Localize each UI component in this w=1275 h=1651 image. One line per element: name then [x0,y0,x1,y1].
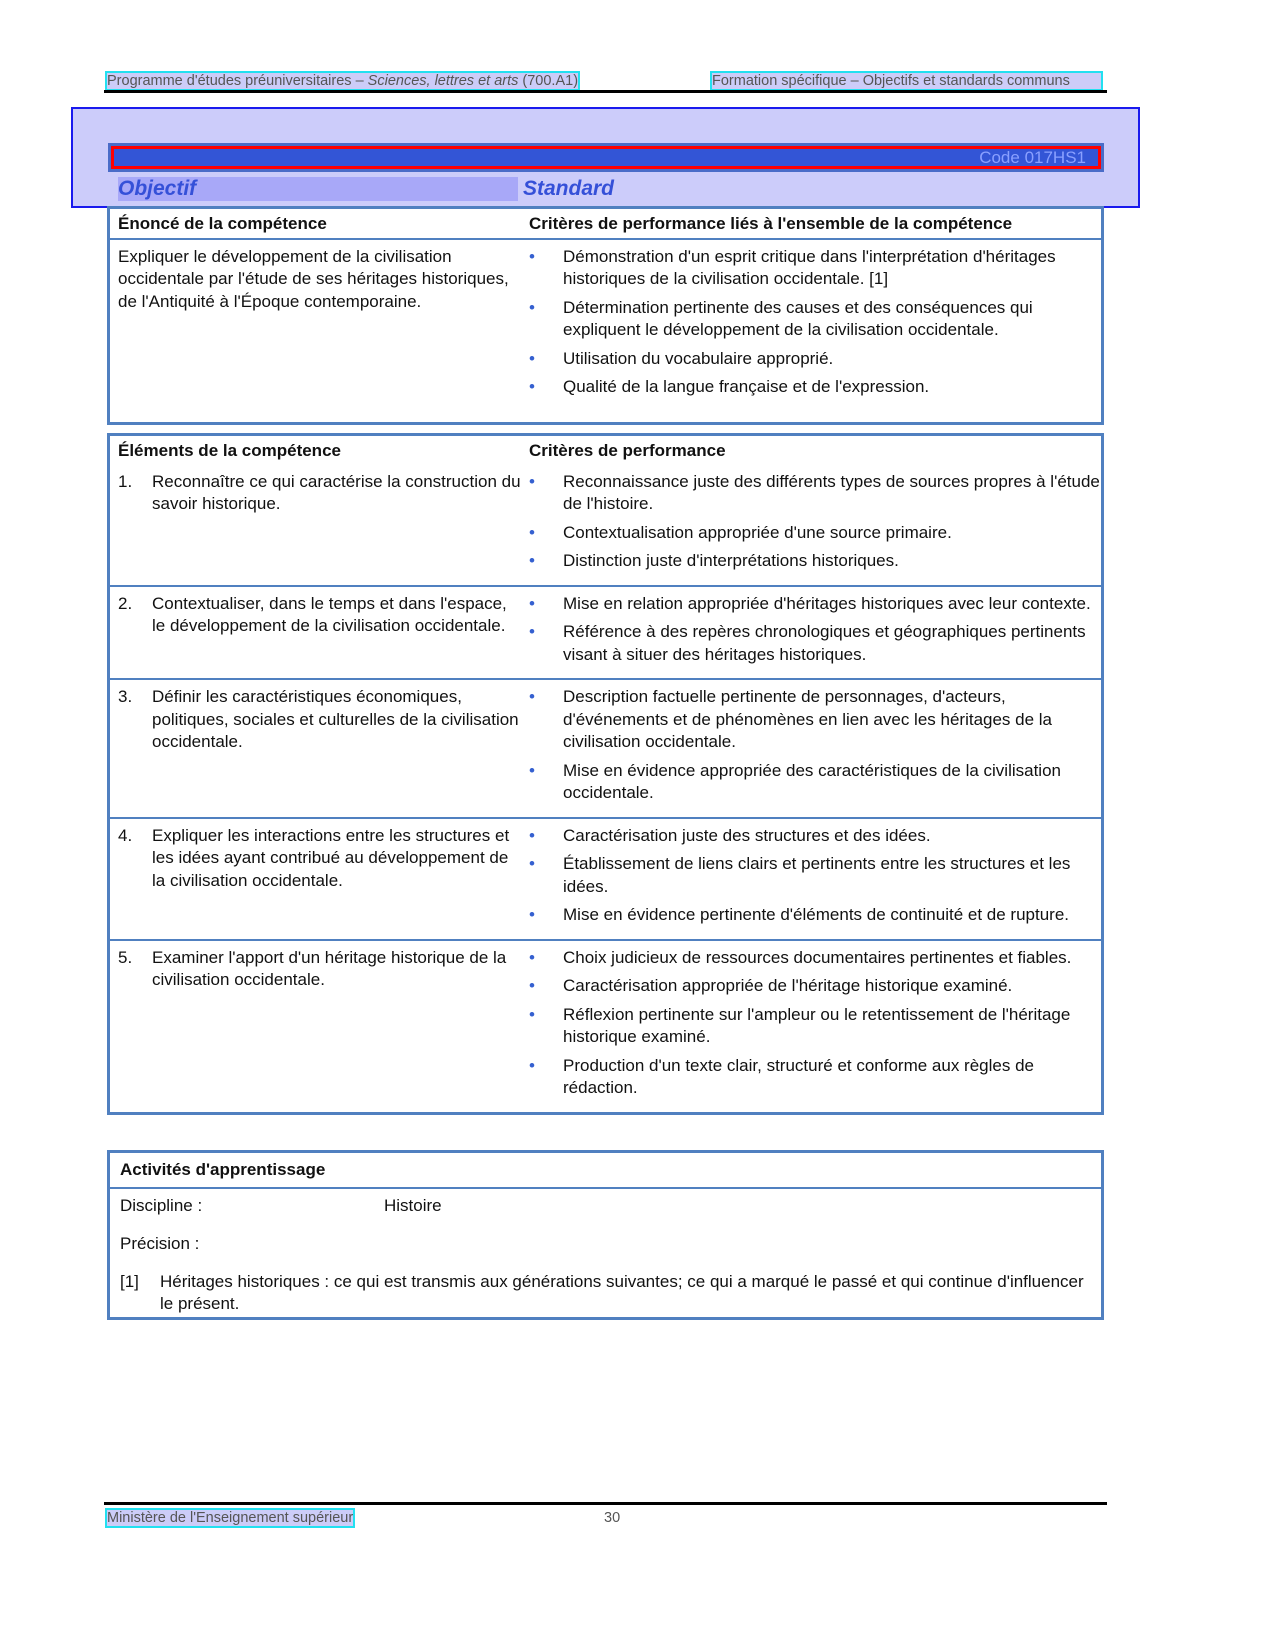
criterion-item [529,1055,1101,1100]
page-number: 30 [604,1510,621,1526]
footer-rule [104,1502,1107,1505]
discipline-line [110,1189,1101,1223]
element-row [110,939,1101,1112]
competence-row [110,238,1101,422]
element-row [110,817,1101,939]
footer-left: Ministère de l'Enseignement supérieur [107,1510,354,1526]
criterion-text: Réflexion pertinente sur l'ampleur ou le retentissement de l'héritage historique examiné. [563,1004,1071,1046]
bullet-icon: • [529,1055,535,1075]
bullet-icon: • [529,976,535,995]
criterion-text: Détermination pertinente des causes et des conséquences qui expliquent le développement de la civilisation occidentale. [563,297,1033,339]
header-program: Programme d'études préuniversitaires – [107,73,368,89]
competence-statement: Expliquer le développement de la civilisation occidentale par l'étude de ses héritages historiques, de l'Antiquité à l'Époque contemporaine. [118,246,509,311]
bullet-icon: • [529,1004,535,1024]
criterion-item [529,686,1101,754]
footnote-number: [1] [120,1272,139,1291]
bullet-icon: • [529,471,535,491]
element-text: Définir les caractéristiques économiques, politiques, sociales et culturelles de la civilisation occidentale. [152,687,519,751]
criterion-text: Choix judicieux de ressources documentaires pertinentes et fiables. [563,947,1072,967]
elements-table [107,433,1104,1115]
element-text: Contextualiser, dans le temps et dans l'espace, le développement de la civilisation occidentale. [152,593,507,635]
element-text-cell [110,947,523,1106]
criterion-item [529,376,1101,399]
precision-label: Précision : [120,1234,200,1253]
competence-header: Énoncé de la compétence [118,214,327,233]
criterion-item [529,947,1101,970]
header-program-code: (700.A1) [518,73,579,89]
element-text-cell [110,825,523,933]
criterion-item [529,550,1101,573]
elements-criteria-header: Critères de performance [529,441,726,460]
bullet-icon: • [529,593,535,613]
criterion-item [529,853,1101,898]
criterion-item [529,246,1101,291]
footnote-text: Héritages historiques : ce qui est transmis aux générations suivantes; ce qui a marqué le passé et qui continue d'influencer le présent. [160,1272,1084,1313]
element-text-cell [110,593,523,673]
element-number: 2. [118,593,133,613]
criterion-item [529,471,1101,516]
code-label: Code [979,148,1020,167]
bullet-icon: • [529,947,535,967]
element-row [110,585,1101,679]
element-text: Examiner l'apport d'un héritage historique de la civilisation occidentale. [152,947,507,989]
criterion-item [529,348,1101,371]
elements-header: Éléments de la compétence [118,441,341,460]
criteria-header: Critères de performance liés à l'ensemble de la compétence [529,214,1013,233]
bullet-icon: • [529,905,535,924]
element-criteria [523,825,1101,933]
elements-rows [110,465,1101,1112]
criterion-text: Caractérisation juste des structures et des idées. [563,825,931,845]
criterion-text: Production d'un texte clair, structuré et conforme aux règles de rédaction. [563,1055,1034,1097]
criterion-item [529,760,1101,805]
element-criteria [523,686,1101,811]
criterion-text: Description factuelle pertinente de personnages, d'acteurs, d'événements et de phénomènes en lien avec les héritages de la civilisation occidentale. [563,687,1053,751]
header-rule [104,90,1107,93]
element-number: 5. [118,947,133,967]
discipline-label: Discipline : [120,1196,203,1215]
element-text: Expliquer les interactions entre les structures et les idées ayant contribué au développement de la civilisation occidentale. [152,825,510,890]
criterion-item [529,825,1101,848]
criterion-text: Distinction juste d'interprétations historiques. [563,551,899,570]
bullet-icon: • [529,760,535,780]
header-right: Formation spécifique – Objectifs et standards communs [712,73,1101,89]
discipline-value: Histoire [384,1196,442,1215]
competence-criteria [523,246,1101,416]
bullet-icon: • [529,825,535,845]
bullet-icon: • [529,854,535,873]
elements-header-row [110,436,1101,465]
element-criteria [523,471,1101,579]
criterion-text: Mise en évidence appropriée des caractéristiques de la civilisation occidentale. [563,760,1061,802]
element-criteria [523,947,1101,1106]
bullet-icon: • [529,377,535,396]
element-number: 4. [118,825,133,845]
criterion-text: Caractérisation appropriée de l'héritage historique examiné. [563,976,1013,995]
criterion-text: Référence à des repères chronologiques et géographiques pertinents visant à situer des héritages historiques. [563,622,1086,664]
criterion-item [529,975,1101,998]
criterion-text: Reconnaissance juste des différents types de sources propres à l'étude de l'histoire. [563,471,1100,513]
criterion-item [529,522,1101,545]
code-value: 017HS1 [1024,148,1086,167]
element-text-cell [110,471,523,579]
bullet-icon: • [529,687,535,706]
header-left [107,73,578,89]
bullet-icon: • [529,297,535,317]
competence-table [107,206,1104,425]
competence-header-row [110,209,1101,238]
bullet-icon: • [529,622,535,641]
objectif-label: Objectif [118,177,518,201]
criterion-item [529,297,1101,342]
bullet-icon: • [529,551,535,570]
element-number: 3. [118,687,133,706]
element-criteria [523,593,1101,673]
bullet-icon: • [529,348,535,368]
code-bar [108,143,1104,172]
criterion-text: Utilisation du vocabulaire approprié. [563,348,834,368]
activities-table [107,1150,1104,1320]
standard-label: Standard [523,177,615,200]
element-number: 1. [118,471,133,491]
criterion-text: Établissement de liens clairs et pertinents entre les structures et les idées. [563,854,1071,896]
criterion-text: Démonstration d'un esprit critique dans l'interprétation d'héritages historiques de la civilisation occidentale. [1] [563,246,1056,288]
criterion-text: Mise en relation appropriée d'héritages historiques avec leur contexte. [563,593,1091,613]
criterion-text: Mise en évidence pertinente d'éléments de continuité et de rupture. [563,905,1070,924]
footnote [110,1265,1101,1321]
criterion-item [529,593,1101,616]
criterion-text: Qualité de la langue française et de l'expression. [563,377,930,396]
bullet-icon: • [529,246,535,266]
criterion-item [529,1004,1101,1049]
header-program-name: Sciences, lettres et arts [367,73,519,89]
element-text: Reconnaître ce qui caractérise la construction du savoir historique. [152,471,521,513]
element-text-cell [110,686,523,811]
bullet-icon: • [529,522,535,542]
activities-header: Activités d'apprentissage [110,1153,1101,1189]
element-row [110,678,1101,817]
criterion-text: Contextualisation appropriée d'une source primaire. [563,522,952,542]
criterion-item [529,621,1101,666]
element-row [110,465,1101,585]
criterion-item [529,904,1101,927]
